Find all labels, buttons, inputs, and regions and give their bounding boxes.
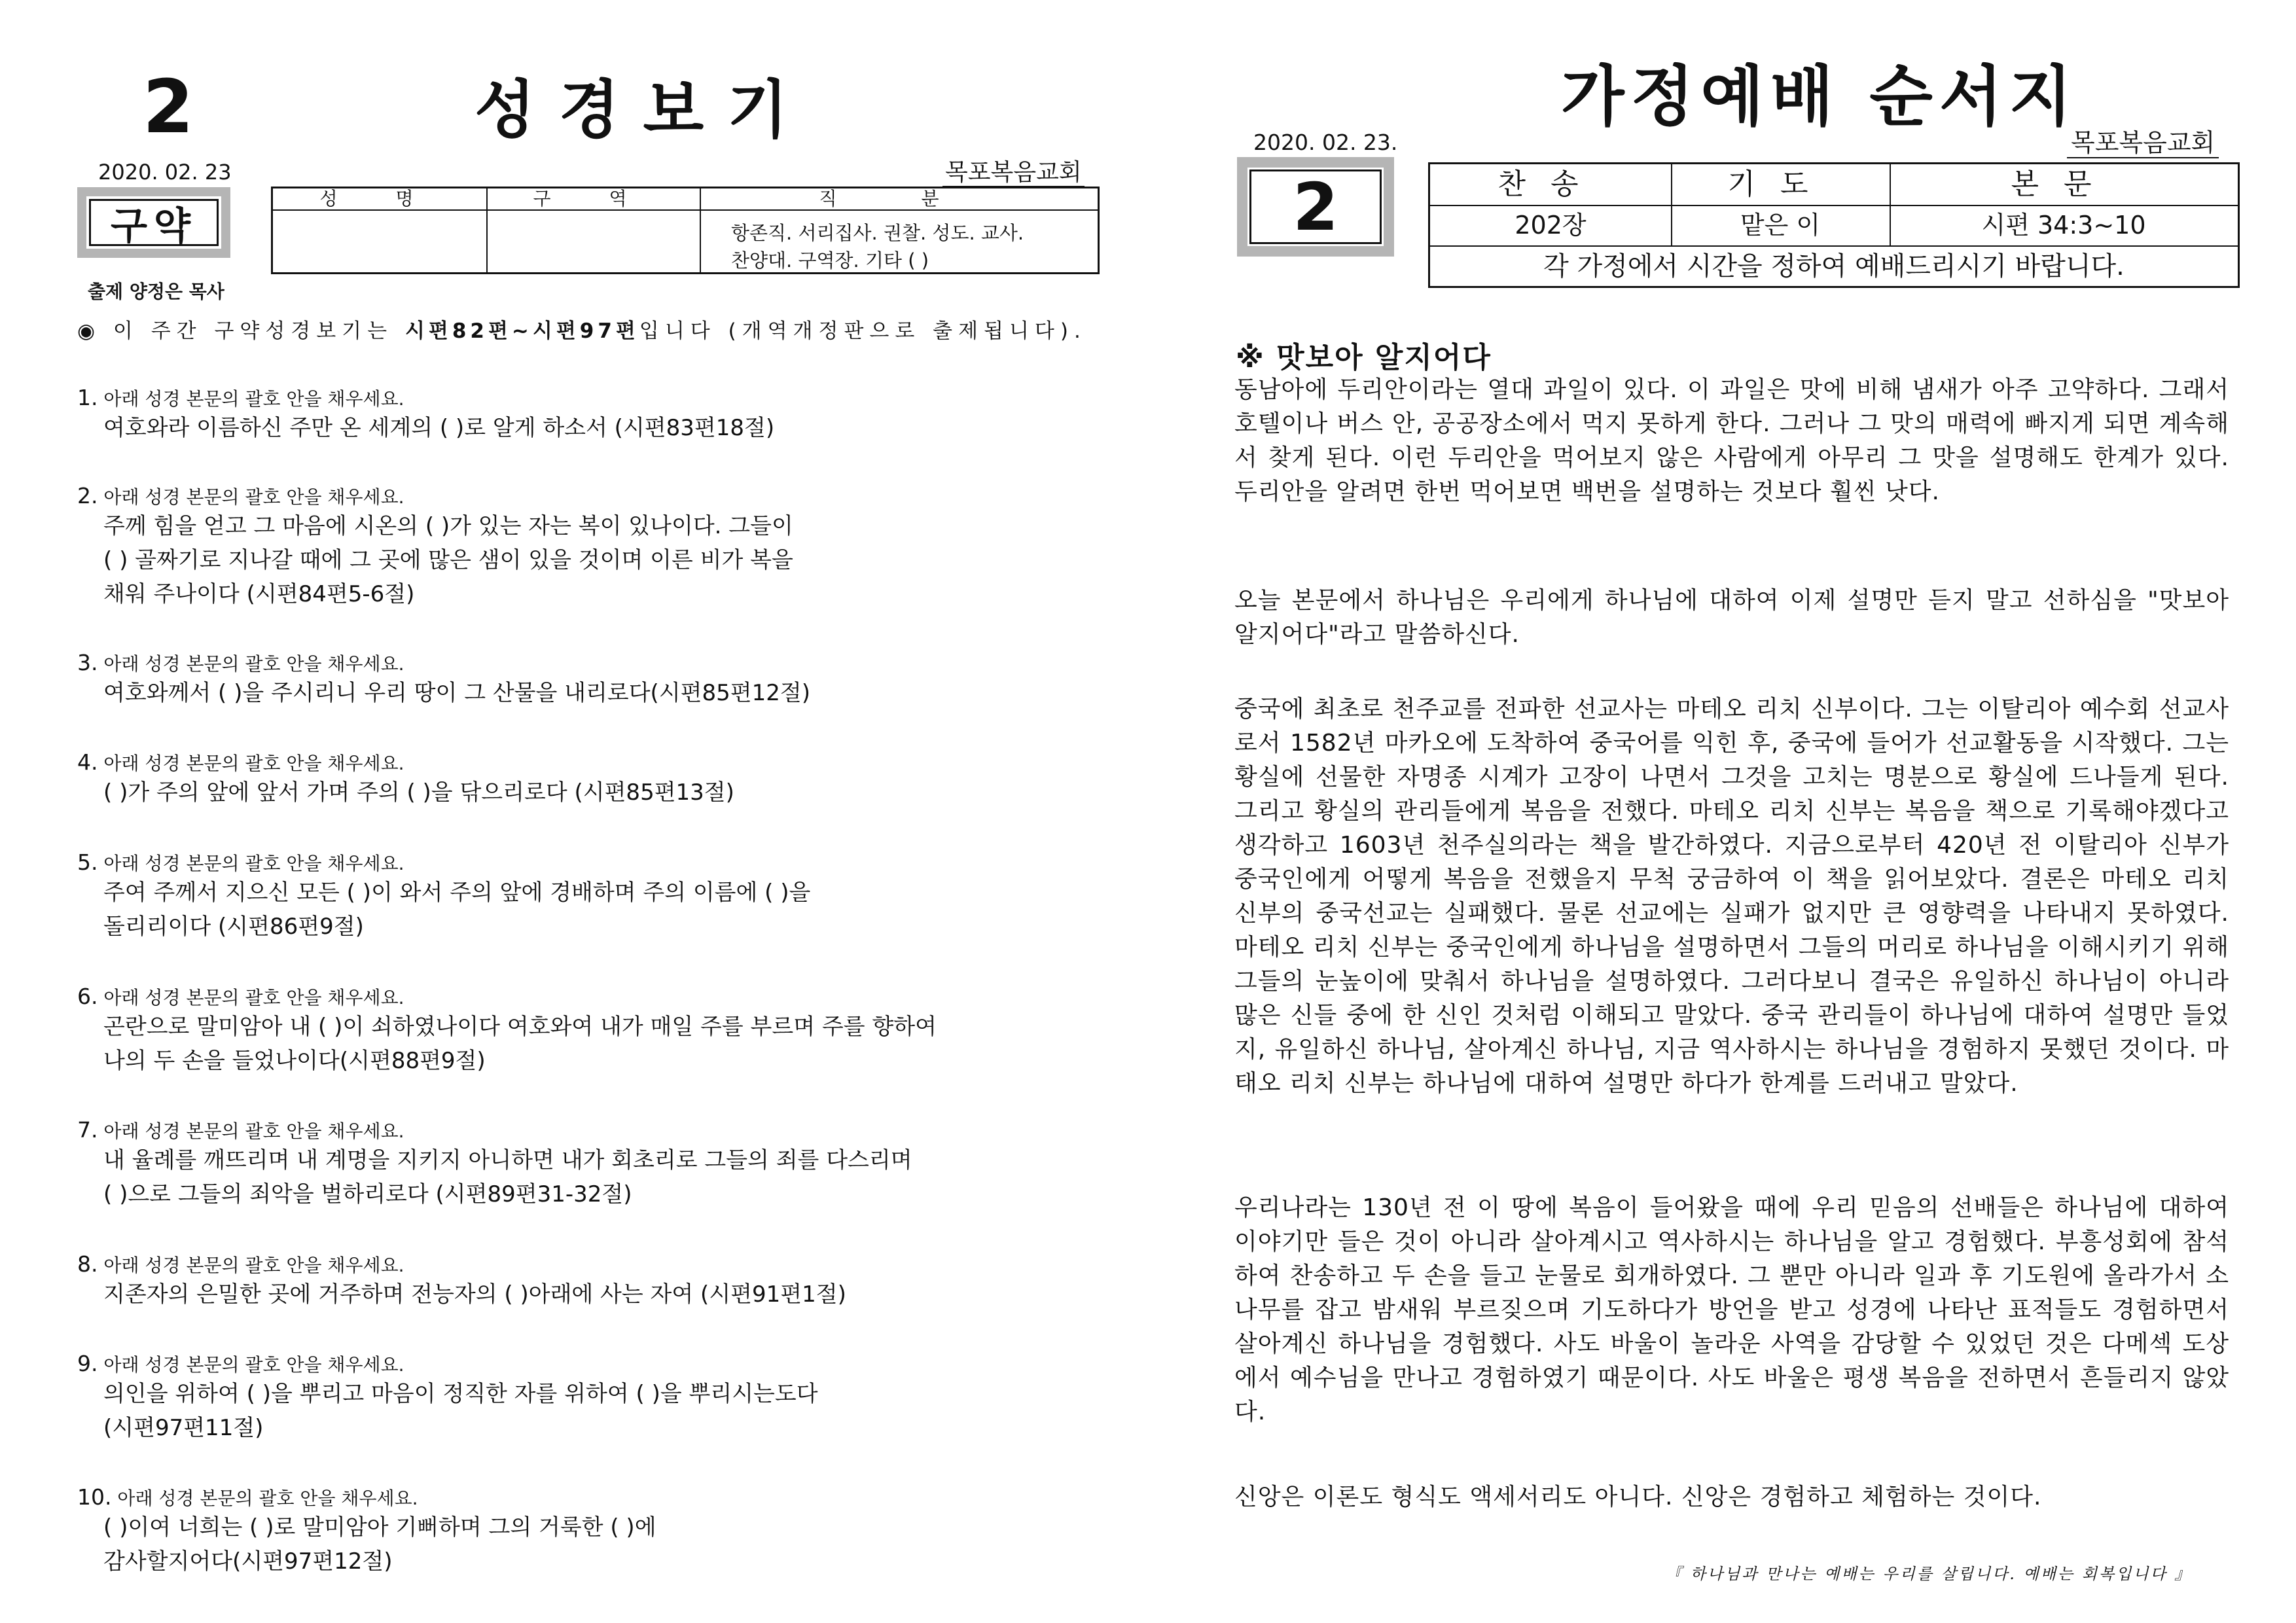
question: 5. 아래 성경 본문의 괄호 안을 채우세요. 주여 주께서 지으신 모든 ( )이 와서 주의 앞에 경배하며 주의 이름에 ( )을 돌리리이다 (시편86편9절) xyxy=(77,849,811,940)
question: 9. 아래 성경 본문의 괄호 안을 채우세요. 의인을 위하여 ( )을 뿌리고 마음이 정직한 자를 위하여 ( )을 뿌리시는도다 (시편97편11절) xyxy=(77,1351,818,1441)
date: 2020. 02. 23 xyxy=(98,160,232,185)
question: 1. 아래 성경 본문의 괄호 안을 채우세요. 여호와라 이름하신 주만 온 세계의 ( )로 알게 하소서 (시편83편18절) xyxy=(77,385,775,441)
worship-order-table xyxy=(1428,162,2240,288)
question: 6. 아래 성경 본문의 괄호 안을 채우세요. 곤란으로 말미암아 내 ( )이 쇠하였나이다 여호와여 내가 매일 주를 부르며 주를 향하여 나의 두 손을 들었나이다(시편88편9절) xyxy=(77,984,937,1074)
week-number: 2 xyxy=(1249,169,1382,244)
church-name: 목포복음교회 xyxy=(2067,130,2219,158)
question: 2. 아래 성경 본문의 괄호 안을 채우세요. 주께 힘을 얻고 그 마음에 시온의 ( )가 있는 자는 복이 있나이다. 그들이 ( ) 골짜기로 지나갈 때에 그 곳에 많은 샘이 있을 것이며 이른 비가 복을 채워 주나이다 (시편84편5-6절) xyxy=(77,483,793,607)
prayer-value: 맡은 이 xyxy=(1740,211,1821,240)
weekly-notice: ◉ 이 주간 구약성경보기는 시편82편~시편97편입니다 (개역개정판으로 출제됩니다). xyxy=(77,319,1086,343)
footer-motto: 『 하나님과 만나는 예배는 우리를 살립니다. 예배는 회복입니다 』 xyxy=(1666,1565,2193,1583)
sermon-paragraph: 신앙은 이론도 형식도 액세서리도 아니다. 신앙은 경험하고 체험하는 것이다. xyxy=(1234,1484,2042,1510)
scripture-header: 본문 xyxy=(2011,168,2117,201)
date: 2020. 02. 23. xyxy=(1253,130,1398,155)
church-name: 목포복음교회 xyxy=(942,160,1085,187)
author: 출제 양정은 목사 xyxy=(88,281,224,302)
sermon-paragraph: 우리나라는 130년 전 이 땅에 복음이 들어왔을 때에 우리 믿음의 선배들은 하나님에 대하여 이야기만 들은 것이 아니라 살아계시고 역사하시는 하나님을 알고 경험했다. 부흥성회에 참석하여 찬송하고 두 손을 들고 눈물로 회개하였다. 그 뿐만 아니라 일과 후 기도원에 올라가서 소나무를 잡고 밤새워 부르짖으며 기도하다가 방언을 받고 성경에 나타난 표적들도 경험하면서 살아계신 하나님을 경험했다. 사도 바울이 놀라운 사역을 감당할 수 있었던 것은 다메섹 도상에서 예수님을 만나고 경험하였기 때문이다. 사도 바울은 평생 복음을 전하면서 흔들리지 않았다. xyxy=(1234,1194,2229,1425)
divider xyxy=(1430,205,2238,206)
position-options-1: 항존직. 서리집사. 권찰. 성도. 교사. xyxy=(731,222,1024,244)
testament-badge-label: 구약 xyxy=(89,199,219,246)
sermon-paragraph: 오늘 본문에서 하나님은 우리에게 하나님에 대하여 이제 설명만 듣지 말고 선하심을 "맛보아 알지어다"라고 말씀하신다. xyxy=(1234,587,2229,648)
sermon-paragraph: 동남아에 두리안이라는 열대 과일이 있다. 이 과일은 맛에 비해 냄새가 아주 고약하다. 그래서 호텔이나 버스 안, 공공장소에서 먹지 못하게 한다. 그러나 그 맛의 매력에 빠지게 되면 계속해서 찾게 된다. 이런 두리안을 먹어보지 않은 사람에게 아무리 그 맛을 설명해도 한계가 있다. 두리안을 알려면 한번 먹어보면 백번을 설명하는 것보다 훨씬 낫다. xyxy=(1234,376,2229,505)
position-header: 직 분 xyxy=(700,188,1098,211)
submission-form xyxy=(271,187,1100,274)
question: 8. 아래 성경 본문의 괄호 안을 채우세요. 지존자의 은밀한 곳에 거주하며 전능자의 ( )아래에 사는 자여 (시편91편1절) xyxy=(77,1251,846,1308)
week-number-badge xyxy=(1237,157,1394,257)
scripture-value: 시편 34:3~10 xyxy=(1981,211,2146,240)
district-header: 구 역 xyxy=(486,188,700,211)
worship-note: 각 가정에서 시간을 정하여 예배드리시기 바랍니다. xyxy=(1543,251,2125,281)
question: 4. 아래 성경 본문의 괄호 안을 채우세요. ( )가 주의 앞에 앞서 가며 주의 ( )을 닦으리로다 (시편85편13절) xyxy=(77,749,734,806)
page-title: 가정예배 순서지 xyxy=(1561,58,2079,135)
question: 7. 아래 성경 본문의 괄호 안을 채우세요. 내 율례를 깨뜨리며 내 계명을 지키지 아니하면 내가 회초리로 그들의 죄를 다스리며 ( )으로 그들의 죄악을 벌하리로다 (시편89편31-32절) xyxy=(77,1117,912,1207)
hymn-header: 찬송 xyxy=(1498,168,1604,201)
week-number: 2 xyxy=(143,65,194,150)
hymn-value: 202장 xyxy=(1515,211,1587,240)
position-options-2: 찬양대. 구역장. 기타 ( ) xyxy=(731,249,929,272)
sermon-paragraph: 중국에 최초로 천주교를 전파한 선교사는 마테오 리치 신부이다. 그는 이탈리아 예수회 선교사로서 1582년 마카오에 도착하여 중국어를 익힌 후, 중국에 들어가 선교활동을 시작했다. 그는 황실에 선물한 자명종 시계가 고장이 나면서 그것을 고치는 명분으로 황실에 드나들게 된다. 그리고 황실의 관리들에게 복음을 전했다. 마테오 리치 신부는 복음을 책으로 기록해야겠다고 생각하고 1603년 천주실의라는 책을 발간하였다. 지금으로부터 420년 전 이탈리아 신부가 중국인에게 어떻게 복음을 전했을지 무척 궁금하여 이 책을 읽어보았다. 결론은 마테오 리치 신부의 중국선교는 실패했다. 물론 선교에는 실패가 없지만 큰 영향력을 나타내지 못하였다. 마테오 리치 신부는 중국인에게 하나님을 설명하면서 그들의 머리로 하나님을 이해시키기 위해 그들의 눈높이에 맞춰서 하나님을 설명하였다. 그러다보니 결국은 유일하신 하나님이 아니라 많은 신들 중에 한 신인 것처럼 이해되고 말았다. 중국 관리들이 하나님에 대하여 설명만 들었지, 유일하신 하나님, 살아계신 하나님, 지금 역사하시는 하나님을 경험하지 못했던 것이다. 마태오 리치 신부는 하나님에 대하여 설명만 하다가 한계를 드러내고 말았다. xyxy=(1234,696,2229,1097)
prayer-header: 기도 xyxy=(1727,168,1833,201)
question: 3. 아래 성경 본문의 괄호 안을 채우세요. 여호와께서 ( )을 주시리니 우리 땅이 그 산물을 내리로다(시편85편12절) xyxy=(77,650,810,706)
name-header: 성 명 xyxy=(273,188,486,211)
testament-badge xyxy=(77,187,230,258)
sermon-heading: ※ 맛보아 알지어다 xyxy=(1236,341,1492,374)
page-title: 성경보기 xyxy=(475,73,812,147)
question: 10. 아래 성경 본문의 괄호 안을 채우세요. ( )이여 너희는 ( )로 말미암아 기뻐하며 그의 거룩한 ( )에 감사할지어다(시편97편12절) xyxy=(77,1484,656,1575)
